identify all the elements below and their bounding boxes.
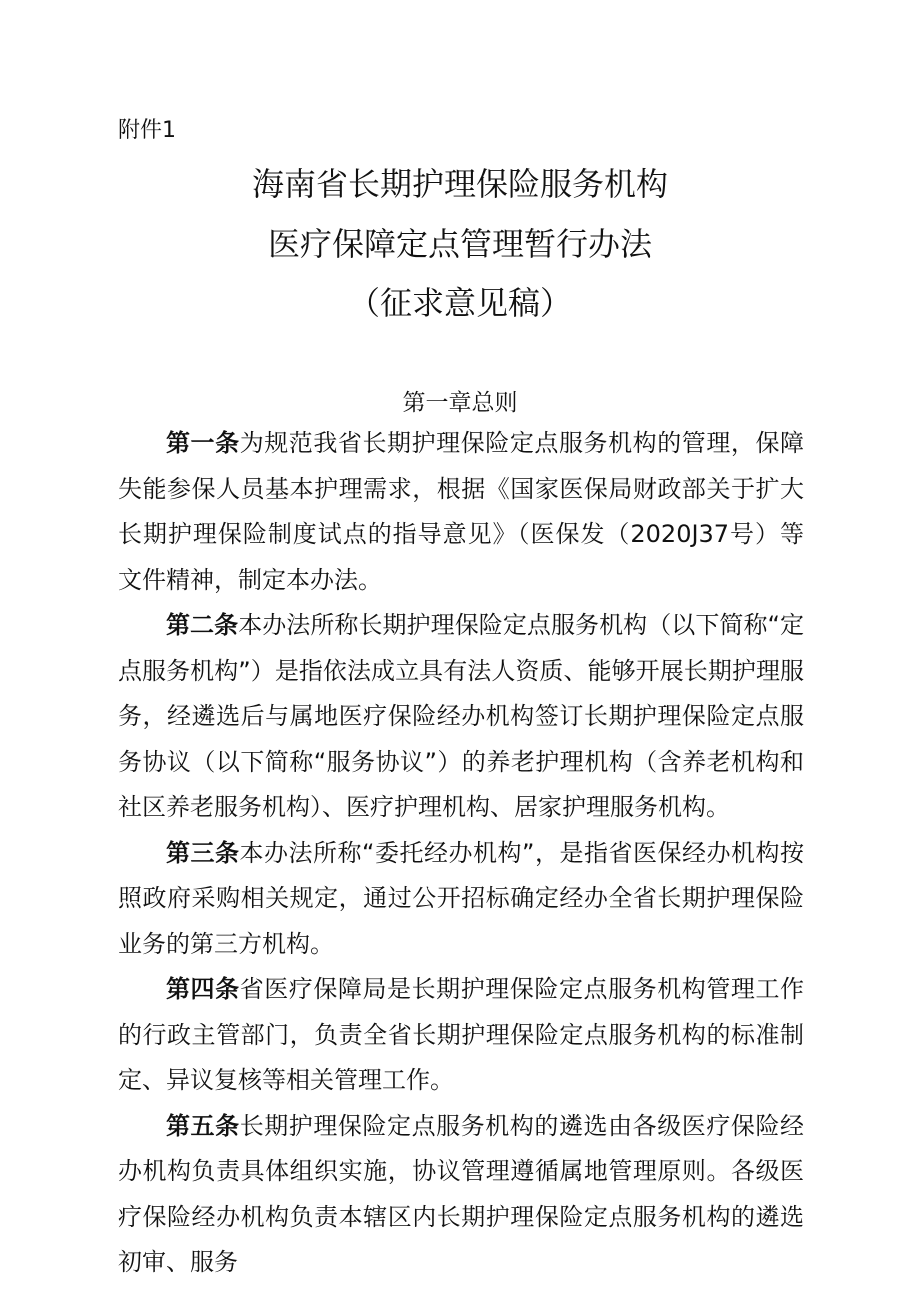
article-5 <box>118 1104 804 1286</box>
article-5-label: 第五条 <box>166 1111 240 1140</box>
article-1-text: 为规范我省长期护理保险定点服务机构的管理，保障失能参保人员基本护理需求，根据《国家医保局财政部关于扩大长期护理保险制度试点的指导意见》（医保发（2020J37号）等文件精神，制定本办法。 <box>118 429 805 594</box>
article-2-text: 本办法所称长期护理保险定点服务机构（以下简称“定点服务机构”）是指依法成立具有法人资质、能够开展长期护理服务，经遴选后与属地医疗保险经办机构签订长期护理保险定点服务协议（以下简称“服务协议”）的养老护理机构（含养老机构和社区养老服务机构）、医疗护理机构、居家护理服务机构。 <box>118 611 805 821</box>
article-3 <box>118 831 804 968</box>
article-2-label: 第二条 <box>166 611 239 639</box>
document-title-line-3: （征求意见稿） <box>347 284 572 322</box>
chapter-heading: 第一章总则 <box>402 390 518 416</box>
article-3-text: 本办法所称“委托经办机构”，是指省医保经办机构按照政府采购相关规定，通过公开招标确定经办全省长期护理保险业务的第三方机构。 <box>118 838 804 958</box>
document-title-line-1: 海南省长期护理保险服务机构 <box>251 165 668 203</box>
article-5-text: 长期护理保险定点服务机构的遴选由各级医疗保险经办机构负责具体组织实施，协议管理遵循属地管理原则。各级医疗保险经办机构负责本辖区内长期护理保险定点服务机构的遴选初审、服务 <box>118 1111 805 1276</box>
article-4 <box>118 967 804 1104</box>
article-3-label: 第三条 <box>166 838 240 867</box>
article-1 <box>118 421 804 603</box>
article-1-label: 第一条 <box>166 429 240 457</box>
article-2 <box>118 603 804 831</box>
article-4-text: 省医疗保障局是长期护理保险定点服务机构管理工作的行政主管部门，负责全省长期护理保险定点服务机构的标准制定、异议复核等相关管理工作。 <box>118 975 805 1094</box>
document-body <box>118 421 804 1286</box>
attachment-label: 附件1 <box>118 118 176 143</box>
article-4-label: 第四条 <box>166 975 240 1003</box>
document-title-line-2: 医疗保障定点管理暂行办法 <box>267 225 652 263</box>
